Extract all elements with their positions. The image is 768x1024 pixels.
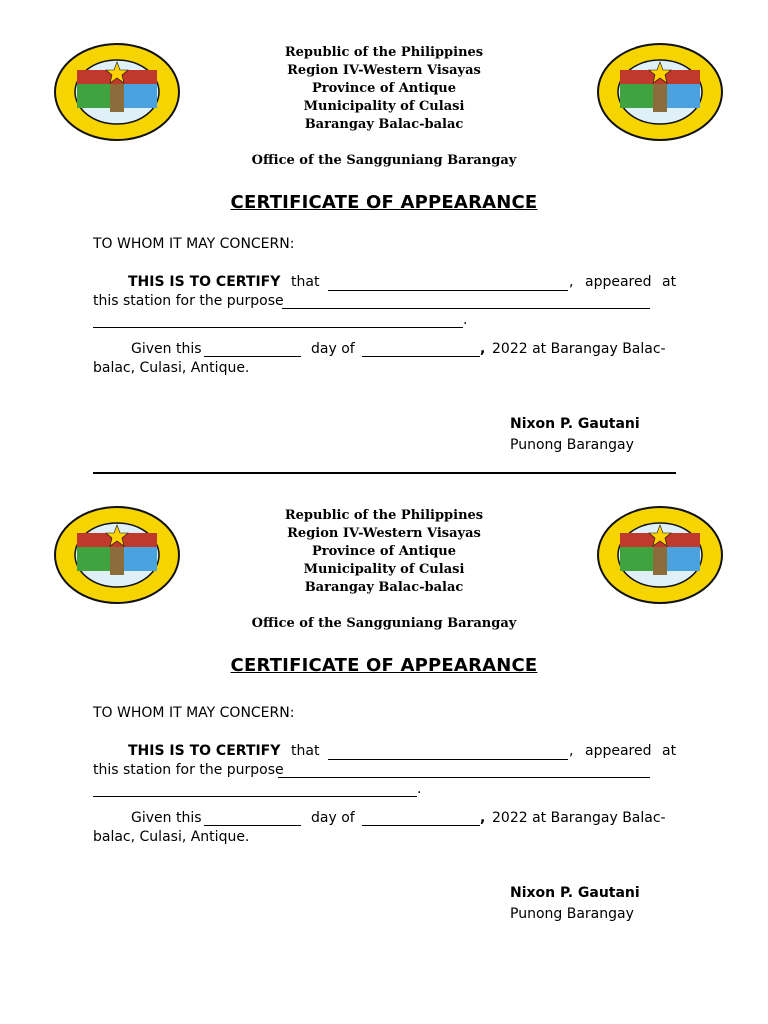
header-republic: Republic of the Philippines — [284, 45, 484, 60]
header-municipality: Municipality of Culasi — [303, 562, 465, 577]
header-region: Region IV-Western Visayas — [287, 526, 481, 541]
that-word: that — [291, 743, 320, 759]
purpose-prefix: this station for the purpose — [93, 762, 284, 778]
month-blank[interactable] — [362, 356, 480, 357]
name-blank[interactable] — [328, 759, 568, 760]
header-province: Province of Antique — [311, 544, 457, 559]
year-place: 2022 at Barangay Balac- — [492, 341, 666, 357]
signatory-position: Punong Barangay — [510, 906, 634, 922]
header-province: Province of Antique — [311, 81, 457, 96]
at-word: at — [662, 274, 677, 290]
comma-2: , — [480, 810, 486, 826]
certify-bold: THIS IS TO CERTIFY — [128, 743, 281, 759]
period: . — [463, 312, 468, 328]
comma: , — [569, 274, 574, 290]
certify-bold: THIS IS TO CERTIFY — [128, 274, 281, 290]
day-blank[interactable] — [204, 825, 301, 826]
signatory-name: Nixon P. Gautani — [510, 416, 640, 432]
given-this: Given this — [131, 341, 202, 357]
header-barangay: Barangay Balac-balac — [304, 117, 464, 132]
that-word: that — [291, 274, 320, 290]
certificate-title: CERTIFICATE OF APPEARANCE — [230, 655, 538, 676]
salutation: TO WHOM IT MAY CONCERN: — [93, 236, 295, 252]
appeared-word: appeared — [585, 743, 652, 759]
year-place: 2022 at Barangay Balac- — [492, 810, 666, 826]
letterhead — [0, 44, 768, 134]
period: . — [417, 781, 422, 797]
comma-2: , — [480, 341, 486, 357]
month-blank[interactable] — [362, 825, 480, 826]
salutation: TO WHOM IT MAY CONCERN: — [93, 705, 295, 721]
day-blank[interactable] — [204, 356, 301, 357]
purpose-blank-continued[interactable] — [93, 796, 417, 797]
purpose-prefix: this station for the purpose — [93, 293, 284, 309]
place-continued: balac, Culasi, Antique. — [93, 360, 250, 376]
office-name: Office of the Sangguniang Barangay — [251, 153, 517, 168]
purpose-blank[interactable] — [278, 777, 650, 778]
given-this: Given this — [131, 810, 202, 826]
purpose-blank-continued[interactable] — [93, 327, 463, 328]
name-blank[interactable] — [328, 290, 568, 291]
place-continued: balac, Culasi, Antique. — [93, 829, 250, 845]
header-municipality: Municipality of Culasi — [303, 99, 465, 114]
header-republic: Republic of the Philippines — [284, 508, 484, 523]
at-word: at — [662, 743, 677, 759]
header-region: Region IV-Western Visayas — [287, 63, 481, 78]
appeared-word: appeared — [585, 274, 652, 290]
comma: , — [569, 743, 574, 759]
day-of: day of — [311, 341, 355, 357]
letterhead — [0, 507, 768, 597]
purpose-blank[interactable] — [282, 308, 650, 309]
certificate-title: CERTIFICATE OF APPEARANCE — [230, 192, 538, 213]
certificate-top — [0, 0, 768, 470]
header-barangay: Barangay Balac-balac — [304, 580, 464, 595]
signatory-position: Punong Barangay — [510, 437, 634, 453]
signatory-name: Nixon P. Gautani — [510, 885, 640, 901]
day-of: day of — [311, 810, 355, 826]
office-name: Office of the Sangguniang Barangay — [251, 616, 517, 631]
certificate-bottom — [0, 463, 768, 933]
